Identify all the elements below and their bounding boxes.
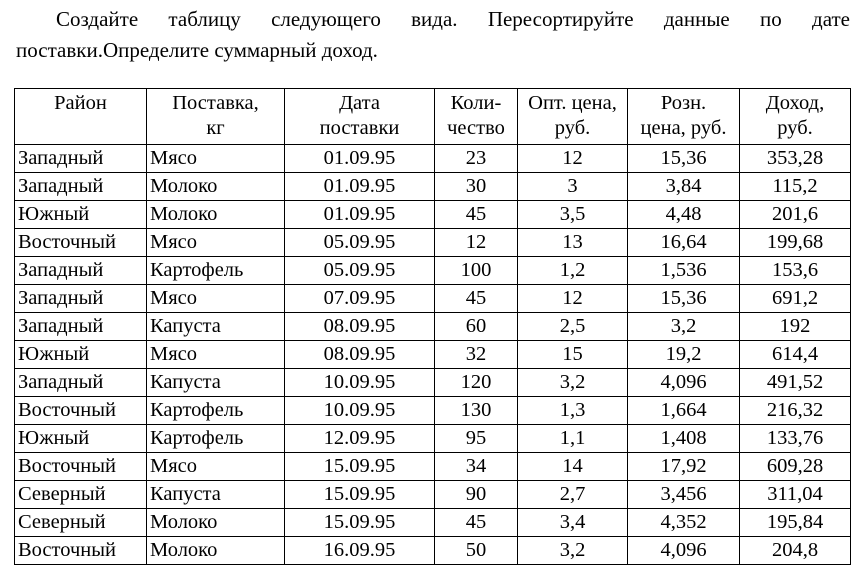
table-row	[15, 173, 851, 201]
income-cell: 192	[740, 313, 851, 341]
table-row	[15, 397, 851, 425]
task-description: Создайте таблицу следующего вида. Пересортируйте данные по дате поставки.Определите суммарный доход.	[16, 7, 850, 62]
product-cell: Мясо	[147, 341, 285, 369]
wholesale-price-cell: 12	[518, 285, 628, 313]
income-cell: 609,28	[740, 453, 851, 481]
date-cell: 01.09.95	[285, 173, 435, 201]
date-cell: 15.09.95	[285, 509, 435, 537]
header-income: Доход, руб.	[740, 89, 851, 145]
quantity-cell: 50	[435, 537, 518, 565]
income-cell: 204,8	[740, 537, 851, 565]
wholesale-price-cell: 13	[518, 229, 628, 257]
quantity-cell: 60	[435, 313, 518, 341]
retail-price-cell: 3,2	[628, 313, 740, 341]
district-cell: Восточный	[15, 397, 147, 425]
product-cell: Мясо	[147, 453, 285, 481]
product-cell: Капуста	[147, 369, 285, 397]
table-row	[15, 257, 851, 285]
retail-price-cell: 4,096	[628, 537, 740, 565]
table-row	[15, 453, 851, 481]
quantity-cell: 120	[435, 369, 518, 397]
district-cell: Западный	[15, 173, 147, 201]
deliveries-table	[14, 88, 851, 565]
quantity-cell: 130	[435, 397, 518, 425]
retail-price-cell: 19,2	[628, 341, 740, 369]
retail-price-cell: 1,664	[628, 397, 740, 425]
table-row	[15, 537, 851, 565]
product-cell: Молоко	[147, 173, 285, 201]
date-cell: 07.09.95	[285, 285, 435, 313]
quantity-cell: 12	[435, 229, 518, 257]
table-row	[15, 369, 851, 397]
income-cell: 311,04	[740, 481, 851, 509]
retail-price-cell: 4,352	[628, 509, 740, 537]
product-cell: Молоко	[147, 509, 285, 537]
header-delivery-date: Дата поставки	[285, 89, 435, 145]
product-cell: Картофель	[147, 257, 285, 285]
product-cell: Картофель	[147, 425, 285, 453]
product-cell: Капуста	[147, 481, 285, 509]
date-cell: 10.09.95	[285, 369, 435, 397]
district-cell: Южный	[15, 201, 147, 229]
district-cell: Западный	[15, 313, 147, 341]
product-cell: Картофель	[147, 397, 285, 425]
product-cell: Молоко	[147, 201, 285, 229]
retail-price-cell: 17,92	[628, 453, 740, 481]
district-cell: Западный	[15, 257, 147, 285]
table-row	[15, 313, 851, 341]
date-cell: 15.09.95	[285, 481, 435, 509]
district-cell: Западный	[15, 369, 147, 397]
quantity-cell: 34	[435, 453, 518, 481]
retail-price-cell: 15,36	[628, 285, 740, 313]
income-cell: 216,32	[740, 397, 851, 425]
income-cell: 491,52	[740, 369, 851, 397]
product-cell: Молоко	[147, 537, 285, 565]
wholesale-price-cell: 1,1	[518, 425, 628, 453]
income-cell: 153,6	[740, 257, 851, 285]
product-cell: Мясо	[147, 285, 285, 313]
quantity-cell: 100	[435, 257, 518, 285]
quantity-cell: 23	[435, 145, 518, 173]
quantity-cell: 45	[435, 285, 518, 313]
quantity-cell: 32	[435, 341, 518, 369]
wholesale-price-cell: 2,5	[518, 313, 628, 341]
district-cell: Восточный	[15, 453, 147, 481]
quantity-cell: 45	[435, 509, 518, 537]
table-row	[15, 229, 851, 257]
wholesale-price-cell: 3,2	[518, 369, 628, 397]
table-row	[15, 509, 851, 537]
date-cell: 01.09.95	[285, 201, 435, 229]
header-district: Район	[15, 89, 147, 145]
retail-price-cell: 1,408	[628, 425, 740, 453]
date-cell: 12.09.95	[285, 425, 435, 453]
date-cell: 08.09.95	[285, 313, 435, 341]
district-cell: Западный	[15, 145, 147, 173]
table-row	[15, 145, 851, 173]
date-cell: 15.09.95	[285, 453, 435, 481]
header-retail-price: Розн. цена, руб.	[628, 89, 740, 145]
wholesale-price-cell: 3,2	[518, 537, 628, 565]
wholesale-price-cell: 12	[518, 145, 628, 173]
retail-price-cell: 1,536	[628, 257, 740, 285]
income-cell: 614,4	[740, 341, 851, 369]
income-cell: 133,76	[740, 425, 851, 453]
district-cell: Южный	[15, 341, 147, 369]
wholesale-price-cell: 2,7	[518, 481, 628, 509]
quantity-cell: 30	[435, 173, 518, 201]
wholesale-price-cell: 1,2	[518, 257, 628, 285]
income-cell: 199,68	[740, 229, 851, 257]
wholesale-price-cell: 3	[518, 173, 628, 201]
district-cell: Западный	[15, 285, 147, 313]
wholesale-price-cell: 1,3	[518, 397, 628, 425]
table-header-row	[15, 89, 851, 145]
quantity-cell: 45	[435, 201, 518, 229]
retail-price-cell: 3,456	[628, 481, 740, 509]
retail-price-cell: 4,096	[628, 369, 740, 397]
retail-price-cell: 3,84	[628, 173, 740, 201]
date-cell: 10.09.95	[285, 397, 435, 425]
wholesale-price-cell: 15	[518, 341, 628, 369]
income-cell: 201,6	[740, 201, 851, 229]
header-quantity: Коли- чество	[435, 89, 518, 145]
district-cell: Восточный	[15, 229, 147, 257]
district-cell: Северный	[15, 481, 147, 509]
income-cell: 691,2	[740, 285, 851, 313]
district-cell: Южный	[15, 425, 147, 453]
date-cell: 16.09.95	[285, 537, 435, 565]
income-cell: 115,2	[740, 173, 851, 201]
table-row	[15, 425, 851, 453]
table-row	[15, 481, 851, 509]
table-row	[15, 201, 851, 229]
retail-price-cell: 15,36	[628, 145, 740, 173]
date-cell: 08.09.95	[285, 341, 435, 369]
table-row	[15, 341, 851, 369]
district-cell: Восточный	[15, 537, 147, 565]
date-cell: 05.09.95	[285, 229, 435, 257]
income-cell: 195,84	[740, 509, 851, 537]
date-cell: 05.09.95	[285, 257, 435, 285]
wholesale-price-cell: 3,5	[518, 201, 628, 229]
district-cell: Северный	[15, 509, 147, 537]
retail-price-cell: 16,64	[628, 229, 740, 257]
quantity-cell: 90	[435, 481, 518, 509]
product-cell: Мясо	[147, 229, 285, 257]
header-wholesale-price: Опт. цена, руб.	[518, 89, 628, 145]
income-cell: 353,28	[740, 145, 851, 173]
header-supply-kg: Поставка, кг	[147, 89, 285, 145]
product-cell: Капуста	[147, 313, 285, 341]
date-cell: 01.09.95	[285, 145, 435, 173]
retail-price-cell: 4,48	[628, 201, 740, 229]
table-row	[15, 285, 851, 313]
wholesale-price-cell: 14	[518, 453, 628, 481]
product-cell: Мясо	[147, 145, 285, 173]
wholesale-price-cell: 3,4	[518, 509, 628, 537]
table-body	[15, 145, 851, 565]
quantity-cell: 95	[435, 425, 518, 453]
